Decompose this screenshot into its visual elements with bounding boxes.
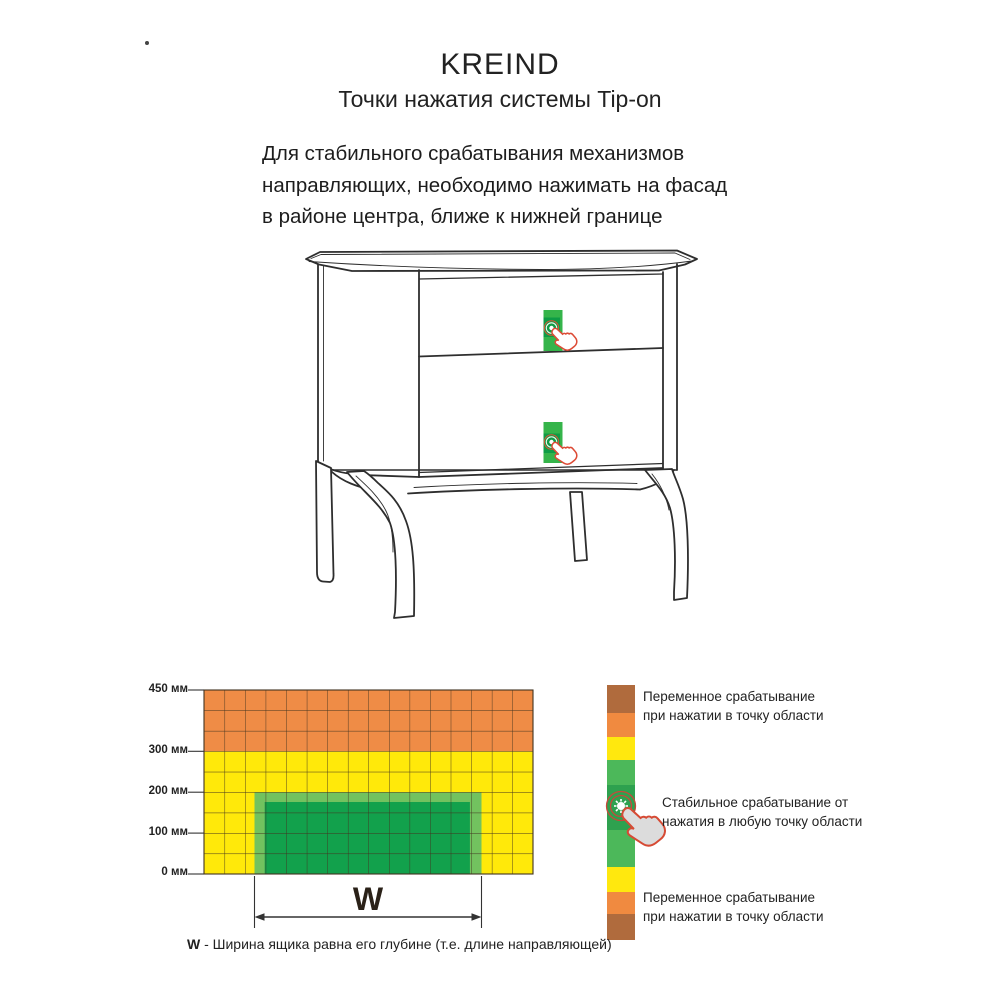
- lower-press-point-icon: [544, 422, 580, 468]
- nightstand-drawing: [306, 251, 697, 619]
- tabletop: [306, 251, 697, 272]
- page-subtitle: Точки нажатия системы Tip-on: [338, 86, 662, 112]
- ytick-100: 100 мм: [148, 826, 188, 838]
- brand-title: KREIND: [440, 48, 560, 81]
- legend-entry-stable: Стабильное срабатывание от нажатия в любую точку области: [662, 795, 863, 829]
- carcass: [318, 264, 677, 477]
- intro-line: Для стабильного срабатывания механизмов: [262, 142, 685, 165]
- front-left-leg: [347, 471, 414, 618]
- legend-entry-variable-bottom: Переменное срабатывание при нажатии в точку области: [643, 890, 824, 924]
- upper-press-point-icon: [544, 310, 580, 354]
- ytick-300: 300 мм: [148, 744, 188, 756]
- width-dimension-label: W: [352, 881, 384, 917]
- front-right-leg: [645, 469, 688, 600]
- y-axis-ticks: [188, 690, 204, 874]
- drawer-press-points: [544, 310, 580, 468]
- intro-line: направляющих, необходимо нажимать на фасад: [262, 173, 728, 197]
- legend-entry-variable-top: Переменное срабатывание при нажатии в точку области: [643, 689, 824, 723]
- intro-line: в районе центра, ближе к нижней границе: [262, 205, 663, 228]
- rear-right-leg: [570, 492, 587, 561]
- ytick-450: 450 мм: [148, 683, 188, 695]
- grid-lines: [204, 690, 533, 874]
- width-note: [187, 936, 612, 952]
- width-note-text: - Ширина ящика равна его глубине (т.е. длине направляющей): [200, 936, 612, 952]
- width-note-symbol: W: [187, 936, 201, 952]
- legs: [316, 461, 688, 618]
- ytick-200: 200 мм: [148, 785, 188, 797]
- rear-left-leg: [316, 461, 334, 582]
- ytick-0: 0 мм: [161, 866, 188, 878]
